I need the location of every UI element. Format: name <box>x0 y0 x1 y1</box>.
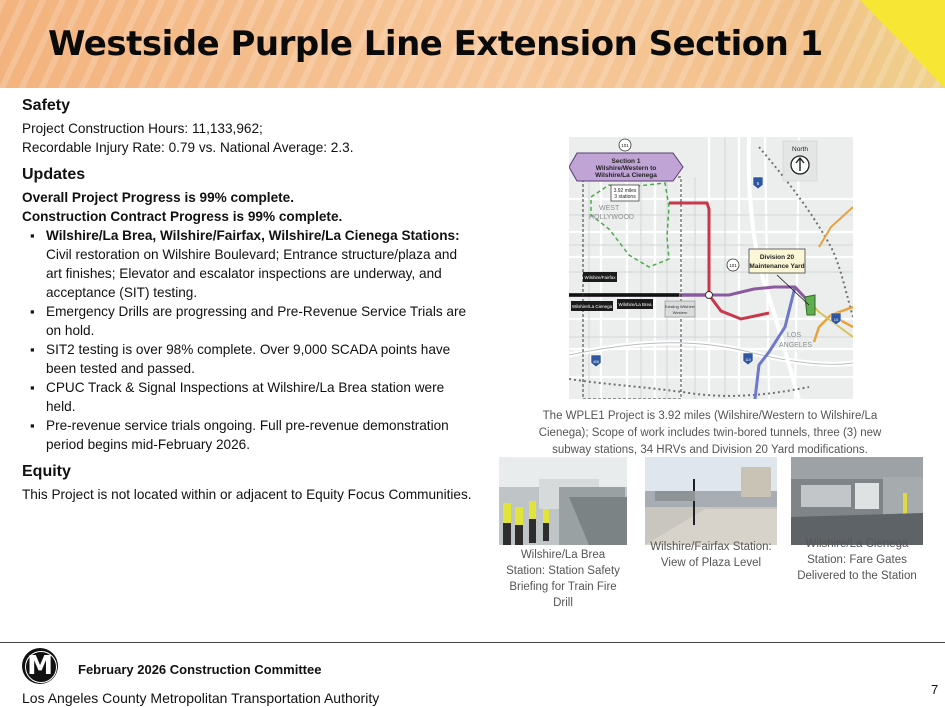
map-west-hollywood-1: WEST <box>599 205 620 212</box>
list-item-text: Civil restoration on Wilshire Boulevard; Entrance structure/plaza and art finishes; Elevator and escalator inspections are underway, and acceptance (SIT) testing. <box>46 247 458 300</box>
metro-logo: M <box>22 648 58 684</box>
map-west-hollywood-2: HOLLYWOOD <box>589 214 634 221</box>
list-item <box>30 416 472 454</box>
list-item <box>30 378 472 416</box>
safety-heading: Safety <box>22 97 71 114</box>
committee-label: February 2026 Construction Committee <box>78 662 322 677</box>
map-station-fairfax: Wilshire/Fairfax <box>584 275 616 280</box>
map-station-western-1: Existing Wilshire/ <box>664 304 696 309</box>
map-caption: The WPLE1 Project is 3.92 miles (Wilshire/Western to Wilshire/La Cienega); Scope of work includes twin-bored tunnels, three (3) new subway stations, 34 HRVs and Division 20 Yard modifications. <box>538 410 882 456</box>
fare-gates-photo <box>791 457 923 545</box>
list-item-text: Emergency Drills are progressing and Pre-Revenue Service Trials are on hold. <box>46 304 467 338</box>
list-item-text: Pre-revenue service trials ongoing. Full pre-revenue demonstration period begins mid-February 2026. <box>46 418 449 452</box>
updates-list <box>30 226 472 454</box>
shield-101-a: 101 <box>621 143 629 148</box>
map-station-la-cienega: Wilshire/La Cienega <box>571 304 613 309</box>
plaza-level-photo <box>645 457 777 545</box>
content-column <box>22 96 472 504</box>
equity-section <box>22 462 472 504</box>
list-item-lead: Wilshire/La Brea, Wilshire/Fairfax, Wilshire/La Cienega Stations: <box>46 228 460 243</box>
shield-405: 405 <box>593 360 599 364</box>
list-item <box>30 226 472 302</box>
project-map-graphic <box>569 137 853 399</box>
map-section-label-2: Wilshire/Western to <box>595 165 657 172</box>
shield-10: 10 <box>833 317 839 322</box>
map-miles-label-2: 3 stations <box>614 194 636 200</box>
map-station-la-brea: Wilshire/La Brea <box>618 302 652 307</box>
shield-5: 5 <box>756 181 760 186</box>
map-section-label-1: Section 1 <box>611 158 641 165</box>
contract-progress: Construction Contract Progress is 99% complete. <box>22 209 343 224</box>
list-item <box>30 340 472 378</box>
safety-section <box>22 96 472 157</box>
construction-hours: Project Construction Hours: 11,133,962; <box>22 121 263 136</box>
list-item-text: CPUC Track & Signal Inspections at Wilshire/La Brea station were held. <box>46 380 445 414</box>
map-miles-label-1: 3.92 miles <box>613 188 637 194</box>
highway-101-shield-icon <box>727 259 739 271</box>
list-item-text: SIT2 testing is over 98% complete. Over 9,000 SCADA points have been tested and passed. <box>46 342 451 376</box>
map-north-label: North <box>792 146 808 153</box>
equity-heading: Equity <box>22 463 71 480</box>
list-item <box>30 302 472 340</box>
map-station-western-2: Western <box>672 310 688 315</box>
updates-heading: Updates <box>22 166 86 183</box>
page-number: 7 <box>931 682 939 697</box>
banner-corner-accent <box>860 0 945 88</box>
photo-caption-la-cienega: Wilshire/La Cienega Station: Fare Gates Delivered to the Station <box>797 538 917 582</box>
equity-text: This Project is not located within or adjacent to Equity Focus Communities. <box>22 487 472 502</box>
footer-divider <box>0 642 945 643</box>
shield-110: 110 <box>745 358 751 362</box>
photo-caption-fairfax: Wilshire/Fairfax Station: View of Plaza Level <box>650 541 772 569</box>
updates-section <box>22 165 472 454</box>
station-briefing-photo <box>499 457 627 545</box>
shield-101-b: 101 <box>729 263 737 268</box>
map-division-label-2: Maintenance Yard <box>749 263 805 270</box>
highway-101-shield-icon <box>619 139 631 151</box>
map-section-label-3: Wilshire/La Cienega <box>595 172 657 179</box>
map-division-label-1: Division 20 <box>759 254 795 261</box>
authority-label: Los Angeles County Metropolitan Transportation Authority <box>22 690 380 706</box>
header-banner <box>0 0 945 88</box>
injury-rate: Recordable Injury Rate: 0.79 vs. National Average: 2.3. <box>22 140 354 155</box>
photo-caption-la-brea: Wilshire/La Brea Station: Station Safety Briefing for Train Fire Drill <box>506 549 620 609</box>
map-los-angeles-2: ANGELES <box>779 342 813 349</box>
overall-progress: Overall Project Progress is 99% complete. <box>22 190 295 205</box>
page-title: Westside Purple Line Extension Section 1 <box>48 24 823 64</box>
project-map <box>569 137 853 399</box>
map-los-angeles-1: LOS <box>787 332 802 339</box>
